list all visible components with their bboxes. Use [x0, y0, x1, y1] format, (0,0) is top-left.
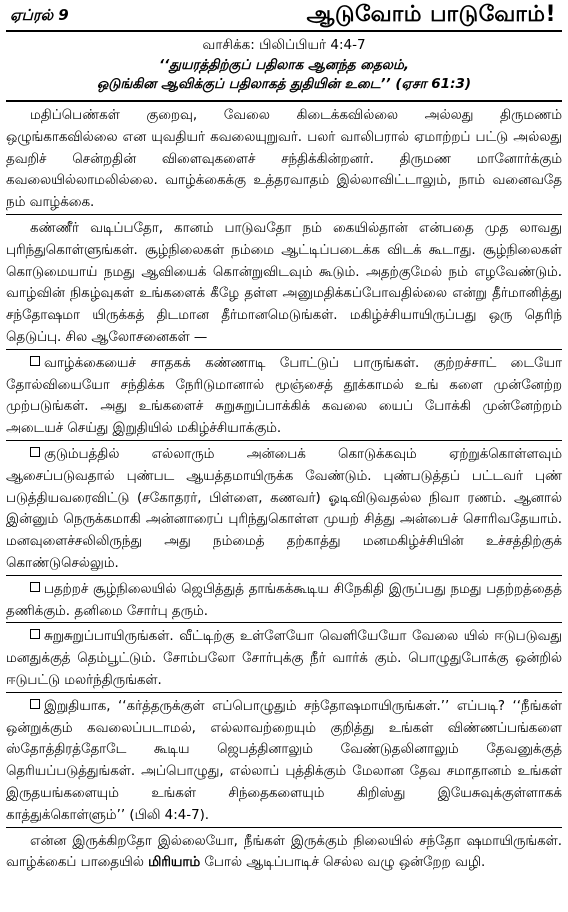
key-verse-line-2: ஒடுங்கின ஆவிக்குப் பதிலாகத் துதியின் உடை’’ (ஏசா 61:3)	[96, 76, 472, 92]
page-header	[6, 0, 562, 32]
tip-text: வாழ்க்கையைச் சாதகக் கண்ணாடி போட்டுப் பாருங்கள். குற்றச்சாட் டையோ தோல்வியையோ சந்திக்க நேரிடுமானால் மூஞ்சைத் தூக்காமல் உங் களை முன்னேற்ற முற்படுங்கள். அது உங்களைச் சுறுசுறுப்பாக்கிக் கவலை யைப் போக்கி முன்னேற்றம் அடையச் செய்து இறுதியில் மகிழ்ச்சியாக்கும்.	[6, 355, 562, 437]
tip-text: பதற்றச் சூழ்நிலையில் ஜெபித்துத் தாங்கக்கூடிய சிநேகிதி இருப்பது நமது பதற்றத்தைத் தணிக்கும். தனிமை சோர்பு தரும்.	[6, 581, 562, 619]
bullet-box-icon	[30, 447, 40, 457]
closing-text-end: போல் ஆடிப்பாடிச் செல்ல வழு ஒன்றேற வழி.	[200, 855, 486, 871]
paragraph-2: கண்ணீர் வடிப்பதோ, கானம் பாடுவதோ நம் கையில்தான் என்பதை முத லாவது புரிந்துகொள்ளுங்கள். சூழ்நிலைகள் நம்மை ஆட்டிப்படைக்க விடக் கூடாது. சூழ்நிலைகள் கொடுமையாய் நமது ஆவியைக் கொன்றுவிடவும் கூடும். அதற்குமேல் நம் எழவேண்டும். வாழ்வின் நிகழ்வுகள் உங்களைக் கீழே தள்ள அனுமதிக்கப்போவதில்லை என்று தீர்மானித்து சந்தோஷமா யிருக்கத் திடமான தீர்மானமெடுங்கள். மகிழ்ச்சியாயிருப்பது ஒரு தெரிந் தெடுப்பு. சில ஆலோசனைகள் —	[6, 220, 562, 345]
key-verse	[6, 56, 562, 94]
scripture-reading: வாசிக்க: பிலிப்பியர் 4:4-7	[202, 37, 366, 53]
tip-text: குடும்பத்தில் எல்லாரும் அன்பைக் கொடுக்கவும் ஏற்றுக்கொள்ளவும் ஆசைப்படுவதால் புண்பட ஆயத்தமாயிருக்க வேண்டும். புண்படுத்தப் பட்டவர் புண் படுத்தியவரைவிட்டு (சகோதரர், பிள்ளை, கணவர்) ஓடிவிடுவதல்ல நிவா ரணம். ஆனால் இன்னும் நெருக்கமாகி அன்னாரைப் புரிந்துகொள்ள முயற் சித்து அன்பைச் சொரிவதேயாம். மனவுளைச்சலிலிருந்து அது நம்மைத் தற்காத்து மனமகிழ்ச்சியின் உச்சத்திற்குக் கொண்டுசெல்லும்.	[6, 446, 562, 571]
tip-item	[6, 693, 562, 827]
date-label: ஏப்ரல் 9	[10, 6, 69, 24]
tip-item	[6, 350, 562, 440]
paragraph-1: மதிப்பெண்கள் குறைவு, வேலை கிடைக்கவில்லை அல்லது திருமணம் ஒழுங்காகவில்லை என யுவதியர் கவலையுறுவர். பலர் வாலிபரால் ஏமாற்றப் பட்டு அல்லது தவறிச் சென்றதின் விளைவுகளைச் சந்திக்கின்றனர். திருமண மானோர்க்கும் கவலையில்லாமலில்லை. வாழ்க்கைக்கு உத்தரவாதம் இல்லாவிட்டாலும், நாம் வனைவதே நம் வாழ்க்கை.	[6, 108, 562, 211]
bullet-box-icon	[30, 356, 40, 366]
tip-item	[6, 441, 562, 575]
key-verse-line-1: ‘‘துயரத்திற்குப் பதிலாக ஆனந்த தைலம்,	[158, 57, 409, 73]
tip-item	[6, 623, 562, 691]
page-title: ஆடுவோம் பாடுவோம்!	[306, 2, 556, 27]
closing-paragraph	[6, 828, 562, 875]
closing-text-start: என்ன இருக்கிறதோ இல்லையோ, நீங்கள் இருக்கும் நிலையில் சந்தோ ஷமாயிருங்கள். வாழ்க்கைப் பாதையில்	[6, 833, 562, 871]
bullet-box-icon	[30, 582, 40, 592]
tip-text: சுறுசுறுப்பாயிருங்கள். வீட்டிற்கு உள்ளேயோ வெளியேயோ வேலை யில் ஈடுபடுவது மனதுக்குத் தெம்பூட்டும். சோம்பலோ சோர்புக்கு நீர் வார்க் கும். பொழுதுபோக்கு ஒன்றில் ஈடுபட்டு மலர்ந்திருங்கள்.	[6, 629, 562, 688]
tip-text: இறுதியாக, ‘‘கர்த்தருக்குள் எப்பொழுதும் சந்தோஷமாயிருங்கள்.’’ எப்படி? ‘‘நீங்கள் ஒன்றுக்கும் கவலைப்படாமல், எல்லாவற்றையும் குறித்து உங்கள் விண்ணப்பங்களை ஸ்தோத்திரத்தோடே கூடிய ஜெபத்தினாலும் வேண்டுதலினாலும் தேவனுக்குத் தெரியப்படுத்துங்கள். அப்பொழுது, எல்லாப் புத்திக்கும் மேலான தேவ சமாதானம் உங்கள் இருதயங்களையும் உங்கள் சிந்தைகளையும் கிறிஸ்து இயேசுவுக்குள்ளாகக் காத்துக்கொள்ளும்’’ (பிலி 4:4-7).	[6, 698, 562, 823]
highlight-name: மிரியாம்	[148, 855, 201, 871]
tip-item	[6, 576, 562, 623]
bullet-box-icon	[30, 629, 40, 639]
bullet-box-icon	[30, 699, 40, 709]
